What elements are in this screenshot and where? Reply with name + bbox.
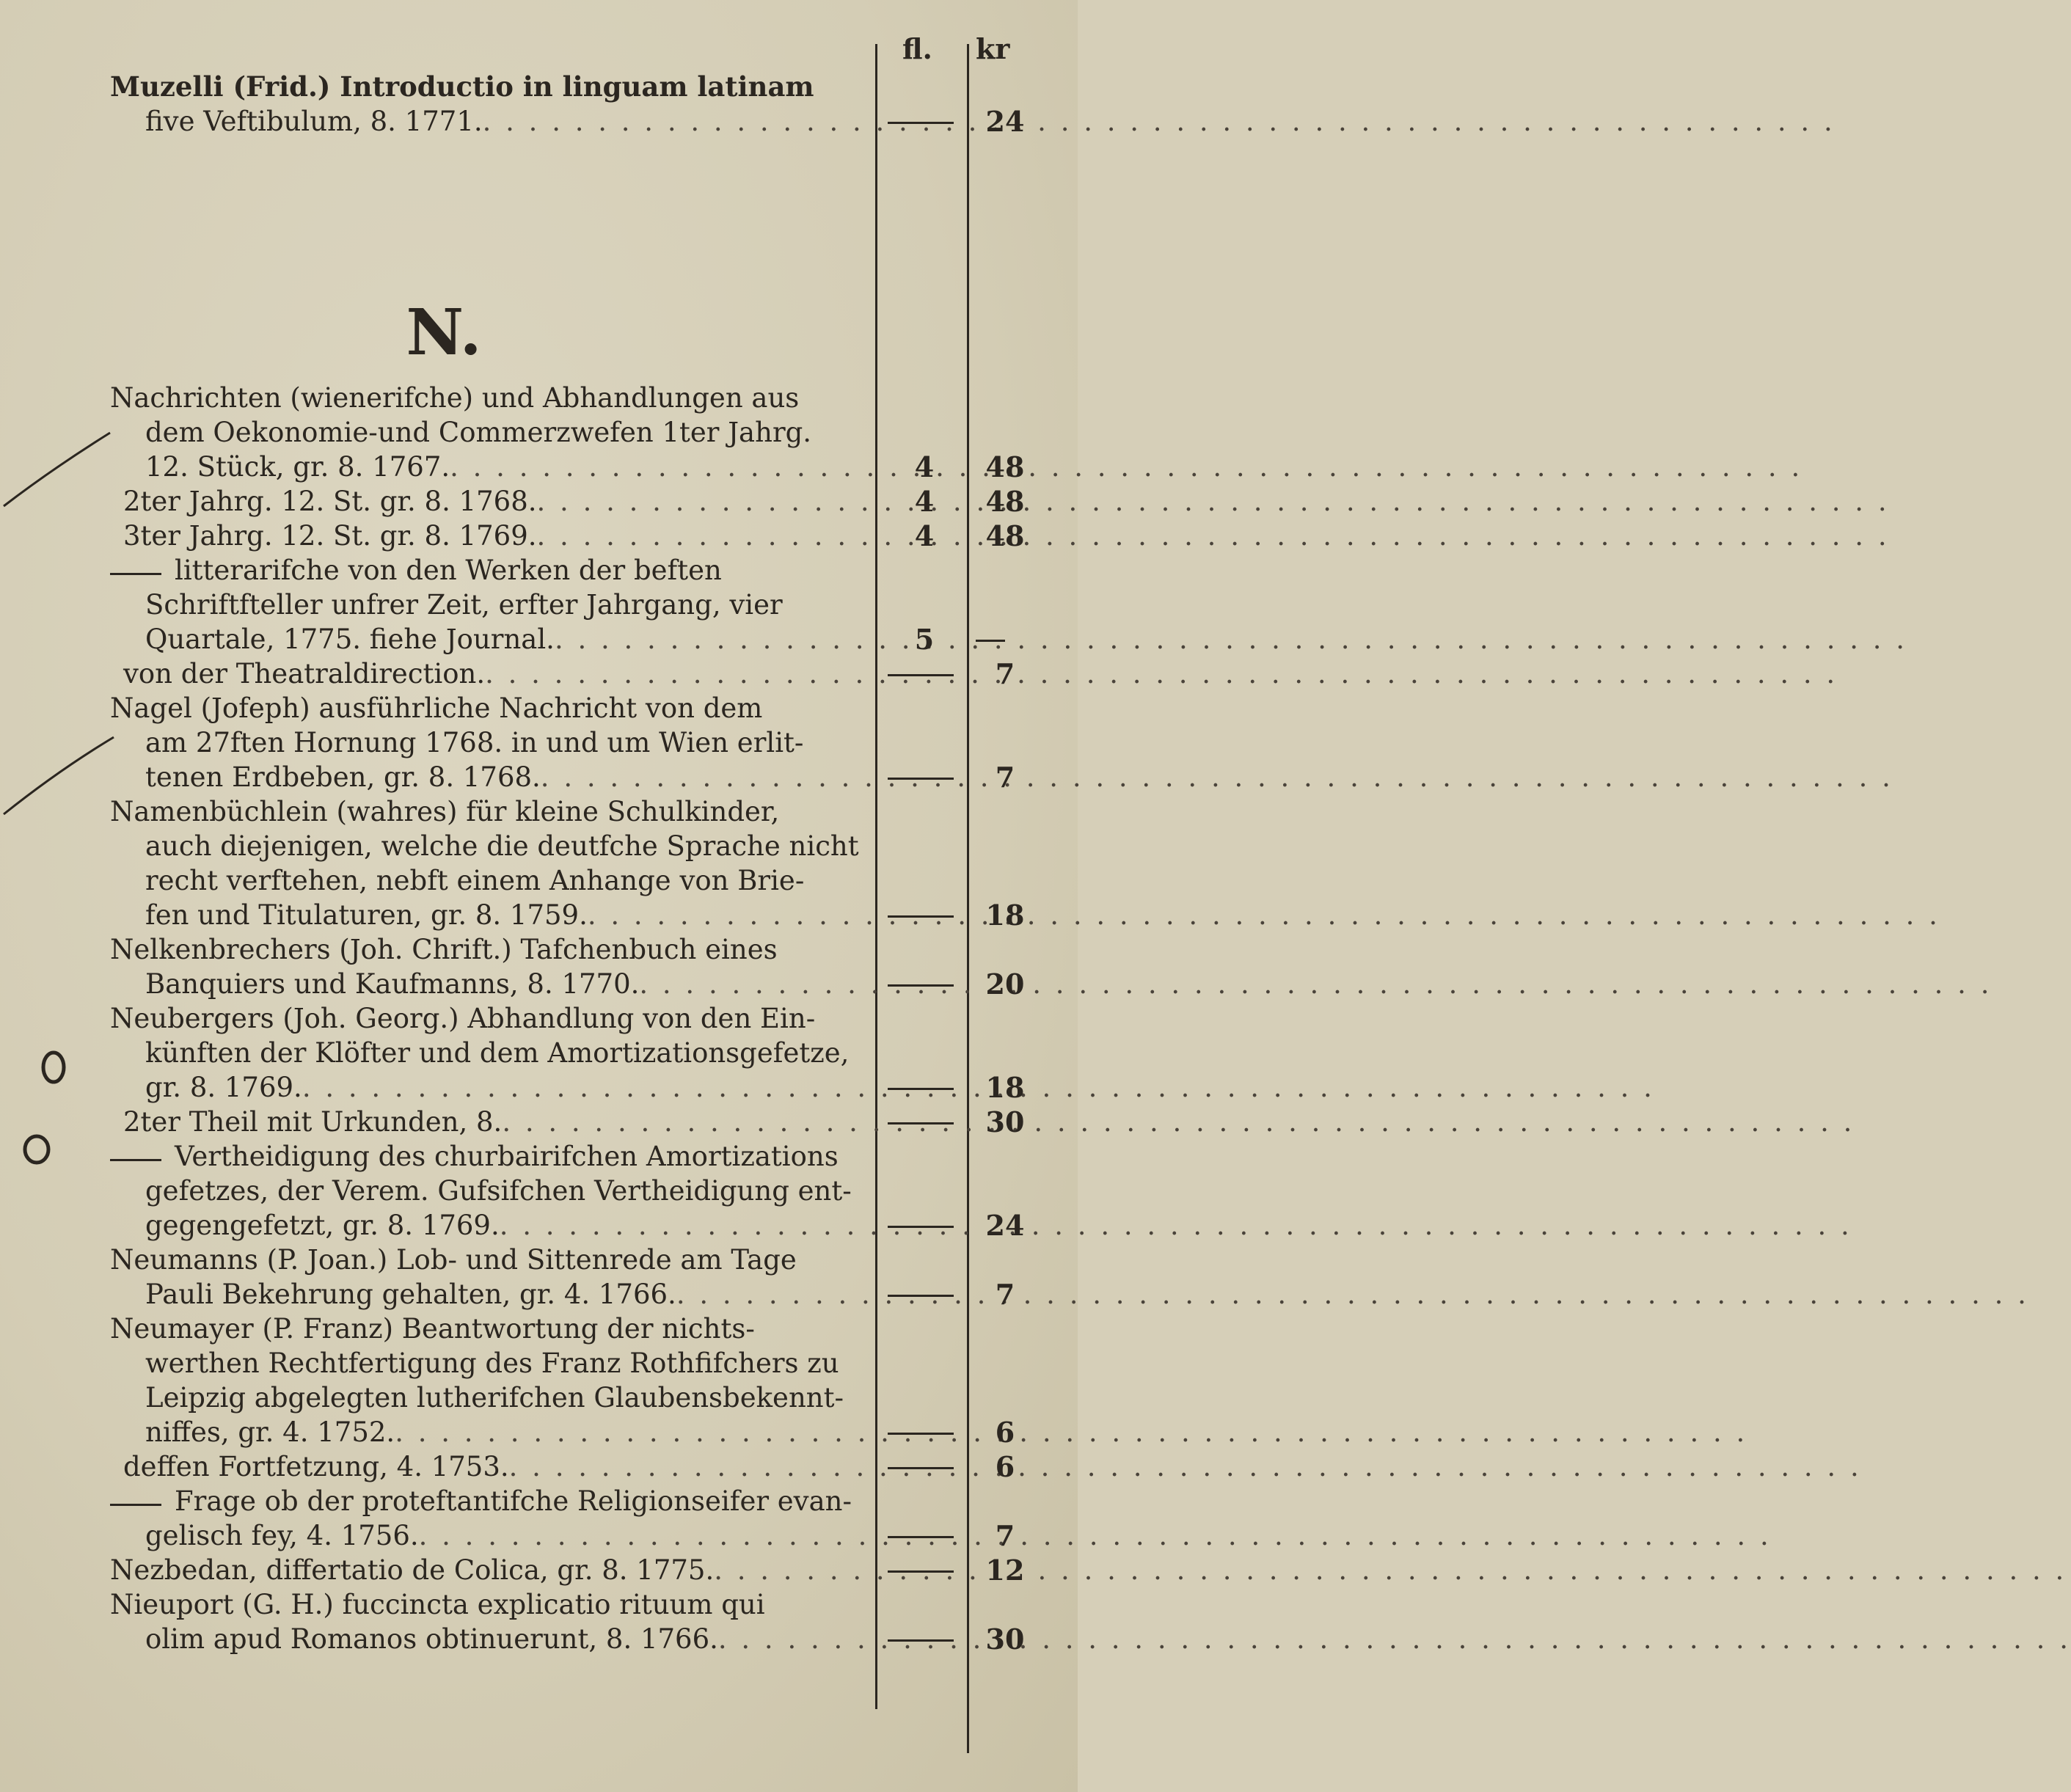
entry-text: künften der Klöfter und dem Amortizationsgefetze, [145,1037,850,1069]
kr-value: 30 [985,1623,1025,1656]
catalog-entry [110,519,873,553]
entry-text: dem Oekonomie-und Commerzwefen 1ter Jahrg. [145,417,812,448]
dot-leader [555,622,1907,657]
entry-line [110,1415,873,1449]
entry-text: 2ter Jahrg. 12. St. gr. 8. 1768. [123,486,537,517]
kr-column-header: kr [976,32,1010,65]
fl-value: 4 [914,450,935,483]
fl-dash [888,1226,954,1228]
entry-text: fen und Titulaturen, gr. 8. 1759. [145,899,588,931]
entry-line [110,898,873,932]
kr-value: 18 [985,1071,1025,1104]
entry-text: Namenbüchlein (wahres) für kleine Schulkinder, [110,796,780,827]
fl-dash [888,1536,954,1538]
fl-value: 5 [914,623,935,656]
entry-line [110,1243,873,1277]
entry-line [110,794,873,829]
catalog-entry [110,1484,873,1553]
entry-line [110,863,873,898]
catalog-entry [110,1105,873,1139]
catalog-entry [110,1139,873,1243]
kr-value: 24 [985,1209,1025,1242]
dot-leader [588,898,1940,932]
kr-value: 48 [985,519,1025,552]
entry-line [110,450,873,484]
catalog-entry [110,1312,873,1449]
catalog-entry [110,553,873,657]
catalog-entry [110,381,873,484]
section-letter: N. [406,296,482,370]
entry-text: Nelkenbrechers (Joh. Chrift.) Tafchenbuch eines [110,934,778,965]
entry-text: gr. 8. 1769. [145,1072,302,1103]
entry-line [110,1449,873,1484]
ditto-dash [110,573,161,575]
fl-dash [888,915,954,918]
entry-line [110,1174,873,1208]
kr-value: 7 [995,1519,1015,1552]
catalog-entry [110,1001,873,1105]
entry-line [110,1001,873,1036]
entry-line [110,1484,873,1518]
kr-value: 6 [995,1416,1015,1449]
entry-line [110,553,873,588]
catalog-entry [110,1449,873,1484]
entry-line [110,519,873,553]
entry-text: gefetzes, der Verem. Gufsifchen Vertheidigung ent- [145,1175,852,1207]
entry-line [110,588,873,622]
entry-text: gelisch fey, 4. 1756. [145,1520,419,1551]
catalog-entry [110,1587,873,1656]
entry-text: von der Theatraldirection. [123,658,486,690]
catalog-entry [110,657,873,691]
ditto-dash [110,1504,161,1506]
entry-text: Schriftfteller unfrer Zeit, erfter Jahrgang, vier [145,589,783,621]
catalog-entry [110,932,873,1001]
dot-leader [419,1518,1772,1553]
entry-text: Nachrichten (wienerifche) und Abhandlungen aus [110,382,800,414]
entry-text: 3ter Jahrg. 12. St. gr. 8. 1769. [123,520,537,552]
kr-value: 18 [985,899,1025,932]
kr-value: 48 [985,485,1025,518]
kr-value: 12 [985,1554,1025,1587]
entry-line [110,70,873,104]
entry-text: five Veftibulum, 8. 1771. [145,106,483,137]
dot-leader [676,1277,2029,1312]
entry-text: Quartale, 1775. fiehe Journal. [145,623,555,655]
entry-line [110,725,873,760]
dot-leader [485,657,1838,691]
entry-line [110,760,873,794]
fl-dash [888,778,954,780]
entry-text: Nagel (Jofeph) ausführliche Nachricht von dem [110,692,763,724]
entry-line [110,1346,873,1380]
entry-text: litterarifche von den Werken der beften [175,555,722,586]
catalog-entry [110,794,873,932]
dot-leader [395,1415,1747,1449]
fl-dash [888,1122,954,1124]
entry-line [110,1553,873,1587]
entry-line [110,829,873,863]
entry-text: Muzelli (Frid.) Introductio in linguam latinam [110,70,814,103]
kr-value: 48 [985,450,1025,483]
entry-line [110,1587,873,1622]
fl-dash [888,674,954,676]
dot-leader [450,450,1802,484]
entry-line [110,932,873,967]
dot-leader [500,1208,1852,1243]
entry-text: Neumayer (P. Franz) Beantwortung der nichts- [110,1313,755,1345]
entry-text: 12. Stück, gr. 8. 1767. [145,451,450,483]
entry-text: am 27ften Hornung 1768. in und um Wien erlit- [145,727,804,758]
entry-text: Banquiers und Kaufmanns, 8. 1770. [145,968,640,1000]
entry-text: gegengefetzt, gr. 8. 1769. [145,1210,500,1241]
entry-line [110,1139,873,1174]
dot-leader [509,1449,1862,1484]
fl-dash [888,1570,954,1573]
dot-leader [537,519,1890,553]
entry-line [110,1277,873,1312]
dot-leader [502,1105,1855,1139]
entry-line [110,967,873,1001]
kr-value: 7 [995,761,1015,794]
entry-text: niffes, gr. 4. 1752. [145,1416,395,1448]
catalog-entry [110,484,873,519]
entry-line [110,1380,873,1415]
catalog-entry [110,70,873,139]
dot-leader [483,104,1836,139]
entry-text: Nieuport (G. H.) fuccincta explicatio rituum qui [110,1589,765,1620]
catalog-entry [110,1553,873,1587]
entry-line [110,1518,873,1553]
fl-dash [888,984,954,987]
margin-stroke-1 [0,411,125,513]
kr-dash [976,640,1005,642]
entry-text: tenen Erdbeben, gr. 8. 1768. [145,761,541,793]
fl-dash [888,1639,954,1642]
dot-leader [639,967,1992,1001]
entry-line [110,1622,873,1656]
entry-text: Neumanns (P. Joan.) Lob- und Sittenrede am Tage [110,1244,797,1276]
margin-stroke-2 [0,726,125,822]
entry-text: recht verftehen, nebft einem Anhange von Brie- [145,865,805,896]
entry-text: Vertheidigung des churbairifchen Amortizations [175,1141,839,1172]
fl-value: 4 [914,519,935,552]
entry-line [110,622,873,657]
entry-line [110,104,873,139]
entry-text: deffen Fortfetzung, 4. 1753. [123,1451,509,1482]
fl-dash [888,1295,954,1297]
entry-text: olim apud Romanos obtinuerunt, 8. 1766. [145,1623,718,1655]
kr-value: 24 [985,105,1025,138]
catalog-entry [110,1243,873,1312]
kr-value: 30 [985,1105,1025,1138]
fl-dash [888,122,954,124]
dot-leader [541,760,1893,794]
entry-text: Frage ob der proteftantifche Religionseifer evan- [175,1485,852,1517]
entry-line [110,1312,873,1346]
fl-dash [888,1433,954,1435]
entry-text: 2ter Theil mit Urkunden, 8. [123,1106,503,1138]
entry-line [110,1208,873,1243]
entry-text: Neubergers (Joh. Georg.) Abhandlung von den Ein- [110,1003,816,1034]
fl-column-header: fl. [902,32,932,65]
ditto-dash [110,1159,161,1161]
entry-line [110,691,873,725]
entry-text: Leipzig abgelegten lutherifchen Glaubensbekennt- [145,1382,844,1414]
entry-line [110,1070,873,1105]
section-spacer [110,139,873,285]
margin-circle-1 [35,1045,72,1089]
kr-value: 7 [995,657,1015,690]
fl-value: 4 [914,485,935,518]
margin-circle-2 [18,1130,55,1170]
entry-line [110,1036,873,1070]
entry-text: auch diejenigen, welche die deutfche Sprache nicht [145,830,859,862]
fl-dash [888,1467,954,1469]
entry-text: Nezbedan, differtatio de Colica, gr. 8. 1775. [110,1554,715,1586]
fl-dash [888,1088,954,1090]
catalog-entry [110,691,873,794]
dot-leader [537,484,1890,519]
kr-value: 20 [985,968,1025,1001]
entry-line [110,484,873,519]
entry-text: werthen Rechtfertigung des Franz Rothfifchers zu [145,1347,839,1379]
entry-text: Pauli Bekehrung gehalten, gr. 4. 1766. [145,1279,676,1310]
entry-list [110,70,873,1656]
entry-line [110,1105,873,1139]
entry-line [110,657,873,691]
kr-value: 6 [995,1450,1015,1483]
kr-value: 7 [995,1278,1015,1311]
entry-line [110,381,873,415]
entry-line [110,415,873,450]
